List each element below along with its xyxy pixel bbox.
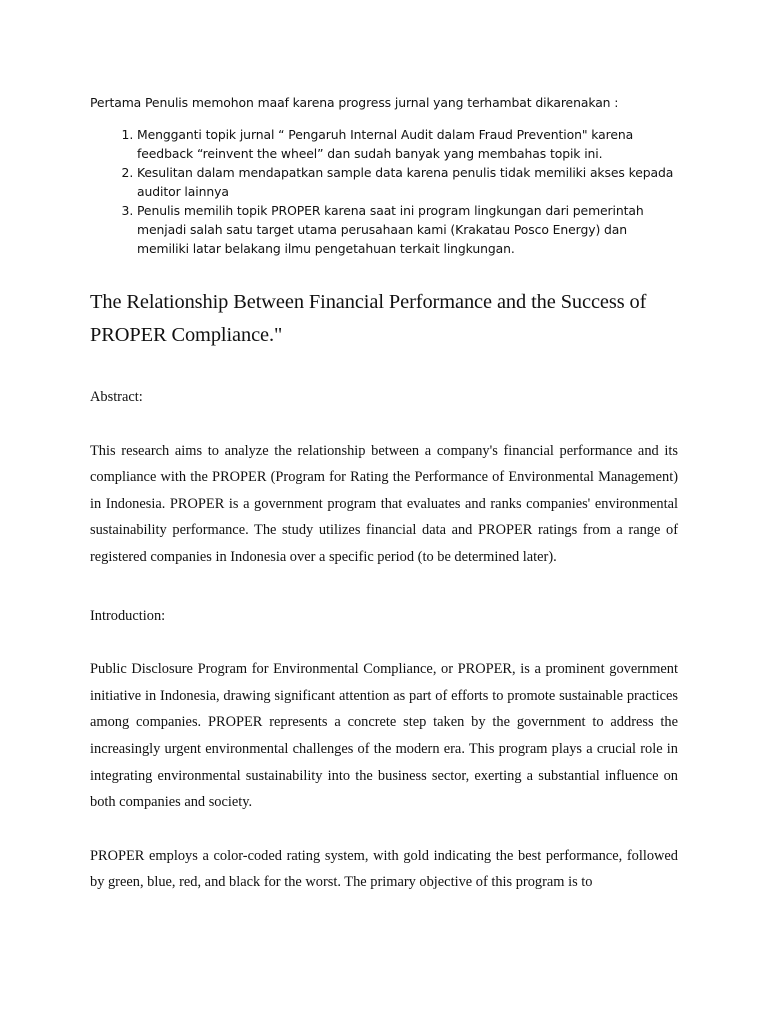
reason-item-2: 2. Kesulitan dalam mendapatkan sample data karena penulis tidak memiliki akses kepada auditor lainnya — [137, 163, 678, 201]
introduction-paragraph-1: Public Disclosure Program for Environmental Compliance, or PROPER, is a prominent government initiative in Indonesia, drawing significant attention as part of efforts to promote sustainable practices among companies. PROPER represents a concrete step taken by the government to address the increasingly urgent environmental challenges of the modern era. This program plays a crucial role in integrating environmental sustainability into the business sector, exerting a substantial influence on both companies and society. — [90, 661, 678, 811]
reason-item-3: 3. Penulis memilih topik PROPER karena saat ini program lingkungan dari pemerintah menjadi salah satu target utama perusahaan kami (Krakatau Posco Energy) dan memiliki latar belakang ilmu pengetahuan terkait lingkungan. — [137, 201, 678, 258]
document-page — [90, 93, 678, 896]
abstract-paragraph: This research aims to analyze the relationship between a company's financial performance and its compliance with the PROPER (Program for Rating the Performance of Environmental Management) in Indonesia. PROPER is a government program that evaluates and ranks companies' environmental sustainability performance. The study utilizes financial data and PROPER ratings from a range of registered companies in Indonesia over a specific period (to be determined later). — [90, 442, 678, 565]
reason-item-1: 1. Mengganti topik jurnal “ Pengaruh Internal Audit dalam Fraud Prevention" karena feedback “reinvent the wheel” dan sudah banyak yang membahas topik ini. — [137, 125, 678, 163]
document-title: The Relationship Between Financial Performance and the Success of PROPER Compliance." — [90, 291, 647, 346]
reasons-list — [90, 125, 678, 258]
introduction-paragraph-2: PROPER employs a color-coded rating system, with gold indicating the best performance, followed by green, blue, red, and black for the worst. The primary objective of this program is to — [90, 847, 678, 891]
intro-text: Pertama Penulis memohon maaf karena progress jurnal yang terhambat dikarenakan : — [90, 95, 619, 110]
abstract-heading: Abstract: — [90, 389, 143, 405]
introduction-heading: Introduction: — [90, 607, 166, 624]
